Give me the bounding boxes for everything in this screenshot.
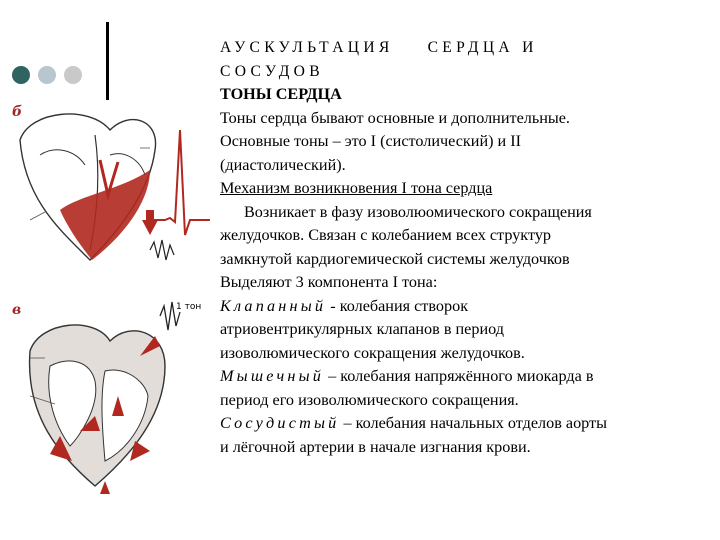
light-blue-dot	[38, 66, 56, 84]
component-muscular	[220, 365, 716, 389]
component-valvular-cont-2: изоволюмического сокращения желудочков.	[220, 343, 525, 362]
component-desc: - колебания створок	[326, 296, 469, 315]
component-valvular-cont-1: атриовентрикулярных клапанов в период	[220, 320, 504, 338]
heart-illustration-top	[0, 100, 218, 280]
component-valvular	[220, 295, 716, 319]
main-tones-text-2: (диастолический).	[220, 155, 346, 174]
component-term: Клапанный	[220, 296, 327, 315]
component-desc: – колебания напряжённого миокарда в	[324, 367, 594, 385]
text-content	[220, 36, 716, 459]
paragraph-line-3: замкнутой кардиогемической системы желудочков	[220, 249, 570, 268]
teal-dot	[12, 66, 30, 84]
intro-text: Тоны сердца бывают основные и дополнительные.	[220, 108, 570, 127]
mechanism-subtitle: Механизм возникновения I тона сердца	[220, 179, 493, 197]
component-term: Сосудистый	[220, 414, 340, 432]
component-term: Мышечный	[220, 367, 325, 385]
components-intro: Выделяют 3 компонента I тона:	[220, 273, 438, 291]
section-heading-line2: СОСУДОВ	[220, 62, 324, 80]
vertical-divider	[106, 22, 109, 100]
heading-part-1: АУСКУЛЬТАЦИЯ	[220, 39, 394, 56]
main-tones-text-1: Основные тоны – это I (систолический) и II	[220, 132, 522, 150]
section-heading	[220, 36, 716, 60]
figure-label-top: б	[12, 104, 23, 120]
grey-dot	[64, 66, 82, 84]
component-desc: – колебания начальных отделов аорты	[339, 414, 607, 432]
component-vascular	[220, 412, 716, 436]
heading-part-2: СЕРДЦА И	[427, 39, 538, 56]
component-muscular-cont-1: период его изоволюмического сокращения.	[220, 390, 519, 409]
component-vascular-cont-1: и лёгочной артерии в начале изгнания крови.	[220, 437, 531, 456]
heart-diagram-top	[0, 100, 218, 280]
page-title: ТОНЫ СЕРДЦА	[220, 85, 342, 103]
decorative-dots	[12, 66, 82, 84]
first-tone-caption: 1 тон	[176, 302, 202, 312]
heart-illustration-bottom	[0, 296, 218, 496]
figure-label-bottom: в	[12, 302, 22, 318]
paragraph-line-2: желудочков. Связан с колебанием всех структур	[220, 226, 552, 244]
paragraph-line-1: Возникает в фазу изоволюомического сокращения	[244, 202, 592, 221]
heart-diagram-bottom	[0, 296, 218, 496]
